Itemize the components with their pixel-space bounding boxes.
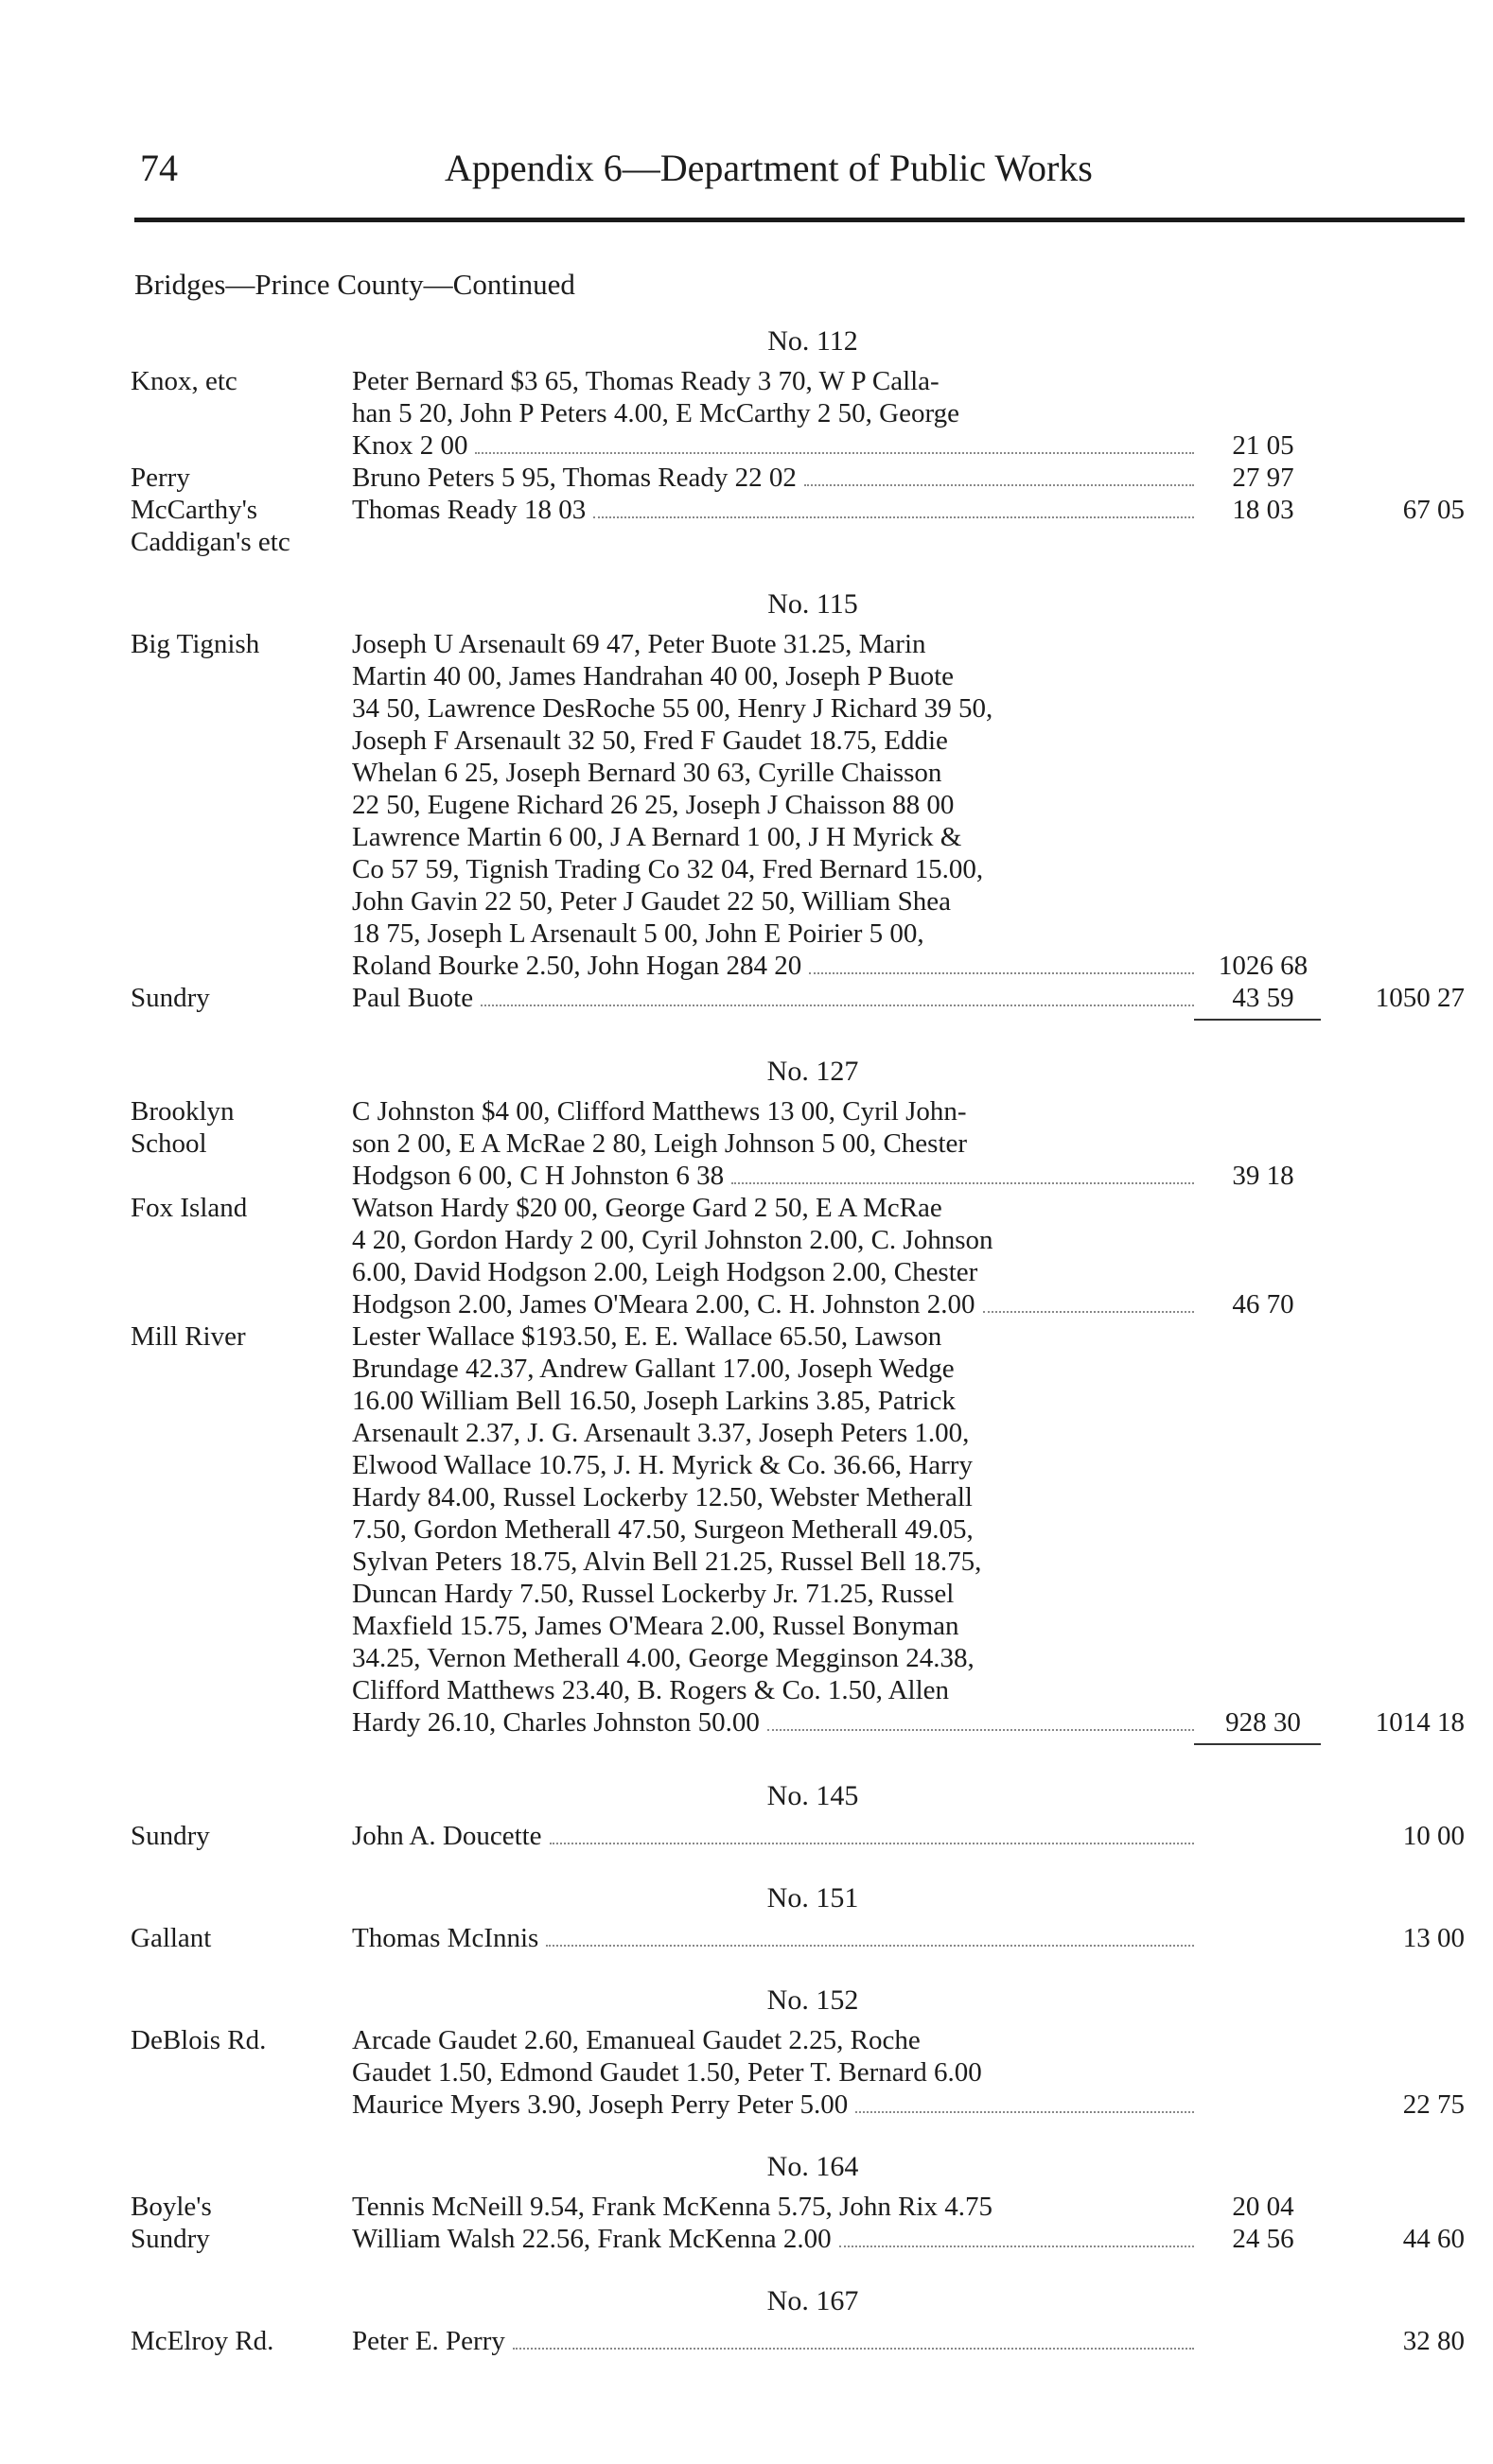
- ledger-entry: [0, 2191, 1493, 2223]
- payee-line: Duncan Hardy 7.50, Russel Lockerby Jr. 71.25, Russel: [352, 1579, 955, 1609]
- payee-list: [352, 1095, 1194, 1192]
- total-amount: 1050 27: [1375, 983, 1465, 1013]
- payee-line: Sylvan Peters 18.75, Alvin Bell 21.25, Russel Bell 18.75,: [352, 1547, 982, 1577]
- header-rule: [134, 218, 1465, 222]
- payee-line-last: [352, 1288, 1194, 1320]
- place-name: McElroy Rd.: [131, 2326, 274, 2356]
- dot-leader: [550, 1843, 1194, 1844]
- page-number: 74: [140, 147, 178, 189]
- ledger-entry: [0, 494, 1493, 526]
- item-amount: 20 04: [1232, 2192, 1294, 2222]
- dot-leader: [731, 1182, 1194, 1184]
- payee-list: [352, 2024, 1194, 2121]
- payee-line-last: [352, 982, 1194, 1014]
- dot-leader: [855, 2111, 1194, 2113]
- payee-line-last: [352, 1160, 1194, 1192]
- contract-number: No. 127: [766, 1056, 859, 1087]
- ledger-entry: [0, 462, 1493, 494]
- place-name: Sundry: [131, 2224, 210, 2254]
- total-amount: 22 75: [1402, 2089, 1465, 2120]
- payee-line-last: [352, 1922, 1194, 1954]
- item-amount: 46 70: [1232, 1289, 1294, 1319]
- payee-text: Thomas McInnis: [352, 1923, 539, 1953]
- payee-line-last: [352, 1820, 1194, 1852]
- payee-list: [352, 1320, 1194, 1739]
- dot-leader: [481, 1005, 1194, 1006]
- ledger-entry: [0, 2024, 1493, 2121]
- total-amount: 10 00: [1402, 1821, 1465, 1851]
- total-rule-line: [1194, 1019, 1321, 1021]
- dot-leader: [983, 1311, 1195, 1313]
- total-amount: 1014 18: [1375, 1707, 1465, 1738]
- place-name: Boyle's: [131, 2192, 212, 2222]
- place-name: Knox, etc: [131, 366, 237, 396]
- dot-leader: [593, 516, 1194, 518]
- payee-line: C Johnston $4 00, Clifford Matthews 13 00, Cyril John-: [352, 1096, 967, 1127]
- total-amount: 67 05: [1402, 495, 1465, 525]
- payee-line-last: [352, 2191, 1194, 2223]
- item-amount: 21 05: [1232, 430, 1294, 461]
- contract-number: No. 152: [766, 1984, 859, 2016]
- payee-line: 16.00 William Bell 16.50, Joseph Larkins 3.85, Patrick: [352, 1386, 956, 1416]
- total-amount: 32 80: [1402, 2326, 1465, 2356]
- payee-list: [352, 982, 1194, 1014]
- contract-number: No. 167: [766, 2285, 859, 2316]
- payee-line: 22 50, Eugene Richard 26 25, Joseph J Chaisson 88 00: [352, 790, 955, 820]
- item-amount: 43 59: [1232, 983, 1294, 1013]
- payee-text: Bruno Peters 5 95, Thomas Ready 22 02: [352, 463, 797, 493]
- dot-leader: [767, 1729, 1194, 1731]
- payee-line: 34 50, Lawrence DesRoche 55 00, Henry J Richard 39 50,: [352, 693, 993, 724]
- item-amount: 39 18: [1232, 1161, 1294, 1191]
- total-rule: [0, 1014, 1493, 1025]
- payee-line: han 5 20, John P Peters 4.00, E McCarthy 2 50, George: [352, 398, 959, 428]
- payee-line: 6.00, David Hodgson 2.00, Leigh Hodgson 2.00, Chester: [352, 1257, 978, 1287]
- ledger-entry: [0, 1320, 1493, 1739]
- payee-text: John A. Doucette: [352, 1821, 542, 1851]
- ledger-entry: [0, 1922, 1493, 1954]
- payee-line-last: [352, 494, 1194, 526]
- place-name: Caddigan's etc: [131, 527, 290, 557]
- payee-line-last: [352, 462, 1194, 494]
- ledger-entry: [0, 1820, 1493, 1852]
- payee-list: [352, 1192, 1194, 1320]
- ledger-entry: [0, 2325, 1493, 2357]
- place-name: Sundry: [131, 983, 210, 1013]
- payee-line-last: [352, 2325, 1194, 2357]
- ledger-content: [0, 318, 1493, 2357]
- payee-text: Roland Bourke 2.50, John Hogan 284 20: [352, 951, 802, 981]
- payee-line: Maxfield 15.75, James O'Meara 2.00, Russel Bonyman: [352, 1611, 959, 1641]
- place-name: Big Tignish: [131, 629, 260, 659]
- payee-line: Arsenault 2.37, J. G. Arsenault 3.37, Joseph Peters 1.00,: [352, 1418, 970, 1448]
- place-name: Sundry: [131, 1821, 210, 1851]
- payee-line: Co 57 59, Tignish Trading Co 32 04, Fred Bernard 15.00,: [352, 854, 984, 884]
- payee-line-last: [352, 950, 1194, 982]
- payee-line: Watson Hardy $20 00, George Gard 2 50, E A McRae: [352, 1193, 942, 1223]
- dot-leader: [809, 972, 1194, 974]
- payee-text: Thomas Ready 18 03: [352, 495, 587, 525]
- payee-line: Clifford Matthews 23.40, B. Rogers & Co. 1.50, Allen: [352, 1675, 950, 1705]
- ledger-entry: [0, 1095, 1493, 1192]
- payee-line: Whelan 6 25, Joseph Bernard 30 63, Cyrille Chaisson: [352, 758, 942, 788]
- item-amount: 18 03: [1232, 495, 1294, 525]
- total-rule-line: [1194, 1743, 1321, 1745]
- payee-text: Hodgson 2.00, James O'Meara 2.00, C. H. Johnston 2.00: [352, 1289, 975, 1319]
- place-name: Fox Island: [131, 1193, 248, 1223]
- payee-line: Lester Wallace $193.50, E. E. Wallace 65.50, Lawson: [352, 1321, 942, 1352]
- payee-line: son 2 00, E A McRae 2 80, Leigh Johnson 5 00, Chester: [352, 1128, 968, 1159]
- payee-text: Hodgson 6 00, C H Johnston 6 38: [352, 1161, 725, 1191]
- ledger-entry: [0, 628, 1493, 982]
- payee-list: [352, 628, 1194, 982]
- ledger-entry: [0, 2223, 1493, 2255]
- payee-line: Joseph F Arsenault 32 50, Fred F Gaudet 18.75, Eddie: [352, 725, 948, 756]
- place-name: DeBlois Rd.: [131, 2025, 267, 2055]
- payee-line: 34.25, Vernon Metherall 4.00, George Megginson 24.38,: [352, 1643, 975, 1673]
- payee-text: Peter E. Perry: [352, 2326, 505, 2356]
- place-name: Brooklyn School: [131, 1096, 235, 1159]
- payee-list: [352, 2325, 1194, 2357]
- total-rule: [0, 1739, 1493, 1750]
- contract-number: No. 151: [766, 1882, 859, 1914]
- ledger-entry: [0, 982, 1493, 1014]
- payee-text: Hardy 26.10, Charles Johnston 50.00: [352, 1707, 760, 1738]
- contract-number: No. 164: [766, 2151, 859, 2182]
- dot-leader: [839, 2246, 1194, 2247]
- payee-line: Peter Bernard $3 65, Thomas Ready 3 70, W P Calla-: [352, 366, 940, 396]
- page-title: Appendix 6—Department of Public Works: [445, 147, 1093, 189]
- payee-list: [352, 2191, 1194, 2223]
- payee-line: Joseph U Arsenault 69 47, Peter Buote 31.25, Marin: [352, 629, 926, 659]
- ledger-entry: [0, 526, 1493, 558]
- payee-line: Hardy 84.00, Russel Lockerby 12.50, Webster Metherall: [352, 1482, 973, 1512]
- section-heading: Bridges—Prince County—Continued: [134, 268, 575, 301]
- place-name: Gallant: [131, 1923, 212, 1953]
- payee-text: Knox 2 00: [352, 430, 468, 461]
- payee-list: [352, 462, 1194, 494]
- payee-line: 4 20, Gordon Hardy 2 00, Cyril Johnston 2.00, C. Johnson: [352, 1225, 993, 1255]
- payee-line: Martin 40 00, James Handrahan 40 00, Joseph P Buote: [352, 661, 955, 691]
- payee-text: Maurice Myers 3.90, Joseph Perry Peter 5.00: [352, 2089, 849, 2120]
- payee-list: [352, 494, 1194, 526]
- payee-line: Brundage 42.37, Andrew Gallant 17.00, Joseph Wedge: [352, 1354, 955, 1384]
- dot-leader: [513, 2348, 1194, 2350]
- payee-list: [352, 365, 1194, 462]
- total-amount: 13 00: [1402, 1923, 1465, 1953]
- item-amount: 24 56: [1232, 2224, 1294, 2254]
- contract-number: No. 145: [766, 1780, 859, 1811]
- payee-line-last: [352, 429, 1194, 462]
- page-header: [140, 142, 1461, 195]
- contract-number: No. 112: [767, 325, 858, 357]
- place-name: Mill River: [131, 1321, 246, 1352]
- payee-list: [352, 1922, 1194, 1954]
- payee-line: Arcade Gaudet 2.60, Emanueal Gaudet 2.25, Roche: [352, 2025, 921, 2055]
- payee-text: William Walsh 22.56, Frank McKenna 2.00: [352, 2224, 832, 2254]
- place-name: McCarthy's: [131, 495, 258, 525]
- payee-line: 7.50, Gordon Metherall 47.50, Surgeon Metherall 49.05,: [352, 1514, 974, 1545]
- payee-line: 18 75, Joseph L Arsenault 5 00, John E Poirier 5 00,: [352, 918, 924, 949]
- ledger-entry: [0, 1192, 1493, 1320]
- contract-number: No. 115: [767, 588, 858, 620]
- item-amount: 928 30: [1225, 1707, 1301, 1738]
- payee-line: Elwood Wallace 10.75, J. H. Myrick & Co. 36.66, Harry: [352, 1450, 973, 1480]
- total-amount: 44 60: [1402, 2224, 1465, 2254]
- payee-line-last: [352, 2223, 1194, 2255]
- ledger-entry: [0, 365, 1493, 462]
- dot-leader: [804, 484, 1194, 486]
- payee-line-last: [352, 1706, 1194, 1739]
- item-amount: 27 97: [1232, 463, 1294, 493]
- payee-line: John Gavin 22 50, Peter J Gaudet 22 50, William Shea: [352, 886, 951, 917]
- dot-leader: [475, 452, 1194, 454]
- payee-line-last: [352, 2088, 1194, 2121]
- dot-leader: [546, 1945, 1194, 1947]
- place-name: Perry: [131, 463, 190, 493]
- payee-text: Paul Buote: [352, 983, 474, 1013]
- payee-list: [352, 1820, 1194, 1852]
- item-amount: 1026 68: [1218, 951, 1309, 981]
- payee-line: Gaudet 1.50, Edmond Gaudet 1.50, Peter T. Bernard 6.00: [352, 2057, 982, 2088]
- payee-list: [352, 2223, 1194, 2255]
- payee-line: Lawrence Martin 6 00, J A Bernard 1 00, J H Myrick &: [352, 822, 962, 852]
- payee-text: Tennis McNeill 9.54, Frank McKenna 5.75, John Rix 4.75: [352, 2192, 992, 2222]
